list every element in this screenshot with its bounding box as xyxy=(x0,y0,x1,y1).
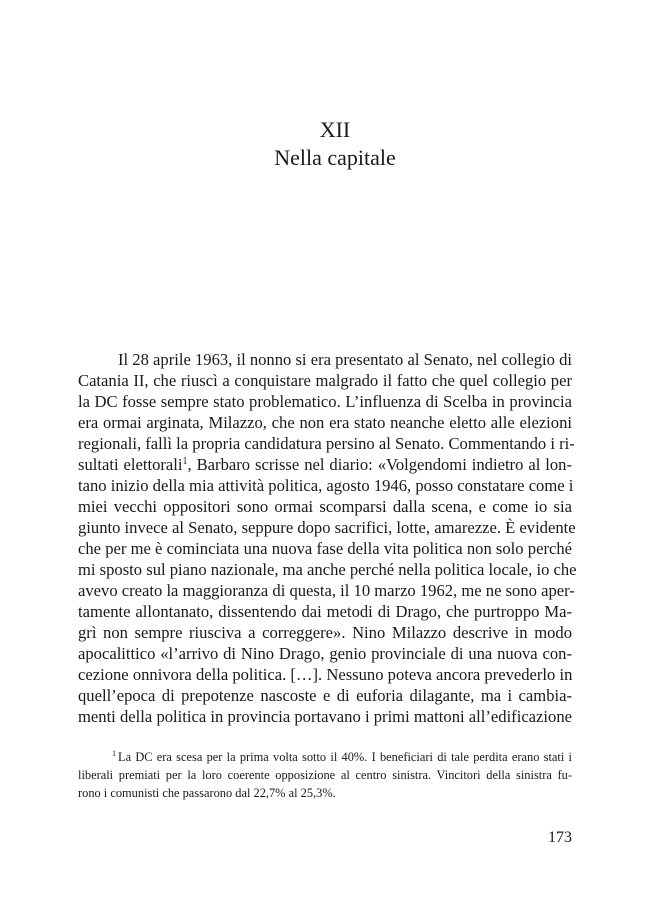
text-line xyxy=(78,454,572,475)
text-line: la DC fosse sempre stato problematico. L’influenza di Scelba in provincia xyxy=(78,392,572,411)
page-number: 173 xyxy=(548,829,572,846)
footnote-marker: 1 xyxy=(112,749,116,758)
text-line: che per me è cominciata una nuova fase della vita politica non solo perché xyxy=(78,539,572,558)
text-line: miei vecchi oppositori sono ormai scomparsi dalla scena, e come io sia xyxy=(78,497,572,516)
footnote-line: rono i comunisti che passarono dal 22,7% al 25,3%. xyxy=(78,786,336,800)
body-text xyxy=(78,349,577,727)
text-span: sultati elettorali xyxy=(78,455,183,474)
text-line: era ormai arginata, Milazzo, che non era stato neanche eletto alle elezioni xyxy=(78,413,572,432)
text-line: regionali, fallì la propria candidatura persino al Senato. Commentando i ri- xyxy=(78,434,575,453)
text-line: tamente allontanato, dissentendo dai metodi di Drago, che purtroppo Ma- xyxy=(78,602,572,621)
text-line: mi sposto sul piano nazionale, ma anche perché nella politica locale, io che xyxy=(78,560,577,579)
text-line: tano inizio della mia attività politica, agosto 1946, posso constatare come i xyxy=(78,476,574,495)
text-line: avevo creato la maggioranza di questa, il 10 marzo 1962, me ne sono aper- xyxy=(78,581,575,600)
chapter-number: XII xyxy=(319,117,351,142)
text-line: Il 28 aprile 1963, il nonno si era presentato al Senato, nel collegio di xyxy=(118,350,572,369)
footnote-line xyxy=(78,748,572,766)
text-line: giunto invece al Senato, seppure dopo sacrifici, lotte, amarezze. È evidente xyxy=(78,518,576,537)
chapter-title: Nella capitale xyxy=(274,145,396,170)
footnote-line: liberali premiati per la loro coerente opposizione al centro sinistra. Vincitori della sinistra fu- xyxy=(78,768,572,782)
footnote-reference: 1 xyxy=(182,456,188,467)
footnote xyxy=(78,748,572,802)
text-line: Catania II, che riuscì a conquistare malgrado il fatto che quel collegio per xyxy=(78,371,572,390)
text-span: , Barbaro scrisse nel diario: «Volgendomi indietro al lon- xyxy=(187,455,573,474)
text-line: apocalittico «l’arrivo di Nino Drago, genio provinciale di una nuova con- xyxy=(78,644,572,663)
text-line: cezione onnivora della politica. […]. Nessuno poteva ancora prevederlo in xyxy=(78,665,573,684)
text-span: La DC era scesa per la prima volta sotto il 40%. I beneficiari di tale perdita erano stati i xyxy=(118,750,572,764)
text-line: grì non sempre riusciva a correggere». Nino Milazzo descrive in modo xyxy=(78,623,572,642)
text-line: menti della politica in provincia portavano i primi mattoni all’edificazione xyxy=(78,707,572,726)
text-line: quell’epoca di prepotenze nascoste e di euforia dilagante, ma i cambia- xyxy=(78,686,572,705)
